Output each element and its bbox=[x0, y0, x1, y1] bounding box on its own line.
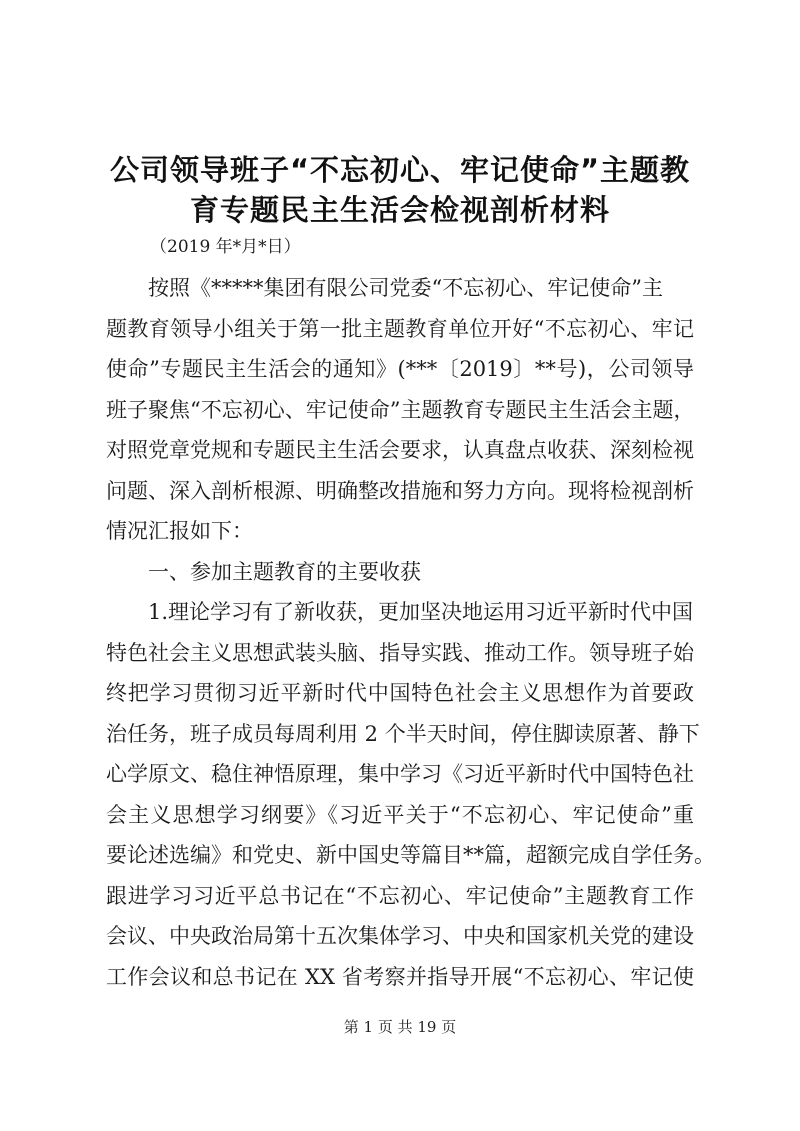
paragraph-2-line-5: 心学原文、稳住神悟原理，集中学习《习近平新时代中国特色社 bbox=[106, 762, 694, 786]
paragraph-2-line-2: 特色社会主义思想武装头脑、指导实践、推动工作。领导班子始 bbox=[106, 641, 694, 665]
paragraph-2-line-4: 治任务，班子成员每周利用 2 个半天时间，停住脚读原著、静下 bbox=[106, 722, 700, 746]
section-heading: 一、参加主题教育的主要收获 bbox=[148, 560, 421, 584]
paragraph-1-line-5: 对照党章党规和专题民主生活会要求，认真盘点收获、深刻检视 bbox=[106, 438, 694, 462]
paragraph-1-line-4: 班子聚焦“不忘初心、牢记使命”主题教育专题民主生活会主题， bbox=[106, 398, 695, 422]
document-title-line-2: 育专题民主生活会检视剖析材料 bbox=[189, 193, 610, 227]
paragraph-1-line-1: 按照《*****集团有限公司党委“不忘初心、牢记使命”主 bbox=[148, 276, 663, 300]
paragraph-1-line-6: 问题、深入剖析根源、明确整改措施和努力方向。现将检视剖析 bbox=[106, 479, 694, 503]
paragraph-2-line-8: 跟进学习习近平总书记在“不忘初心、牢记使命”主题教育工作 bbox=[106, 884, 694, 908]
paragraph-2-line-3: 终把学习贯彻习近平新时代中国特色社会主义思想作为首要政 bbox=[106, 681, 694, 705]
paragraph-2-line-1: 1.理论学习有了新收获，更加坚决地运用习近平新时代中国 bbox=[148, 600, 694, 624]
page-number-footer: 第 1 页 共 19 页 bbox=[343, 1018, 457, 1036]
paragraph-2-line-7: 要论述选编》和党史、新中国史等篇目**篇，超额完成自学任务。 bbox=[106, 843, 715, 867]
paragraph-2-line-6: 会主义思想学习纲要》《习近平关于“不忘初心、牢记使命”重 bbox=[106, 803, 694, 827]
paragraph-1-line-7: 情况汇报如下： bbox=[106, 519, 253, 543]
document-date: （2019 年*月*日） bbox=[150, 237, 301, 257]
document-title-line-1: 公司领导班子“不忘初心、牢记使命”主题教 bbox=[109, 153, 691, 187]
paragraph-1-line-3: 使命”专题民主生活会的通知》(***〔2019〕**号)，公司领导 bbox=[106, 357, 694, 381]
paragraph-2-line-9: 会议、中央政治局第十五次集体学习、中央和国家机关党的建设 bbox=[106, 924, 694, 948]
paragraph-2-line-10: 工作会议和总书记在 XX 省考察并指导开展“不忘初心、牢记使 bbox=[106, 965, 694, 989]
paragraph-1-line-2: 题教育领导小组关于第一批主题教育单位开好“不忘初心、牢记 bbox=[106, 317, 694, 341]
